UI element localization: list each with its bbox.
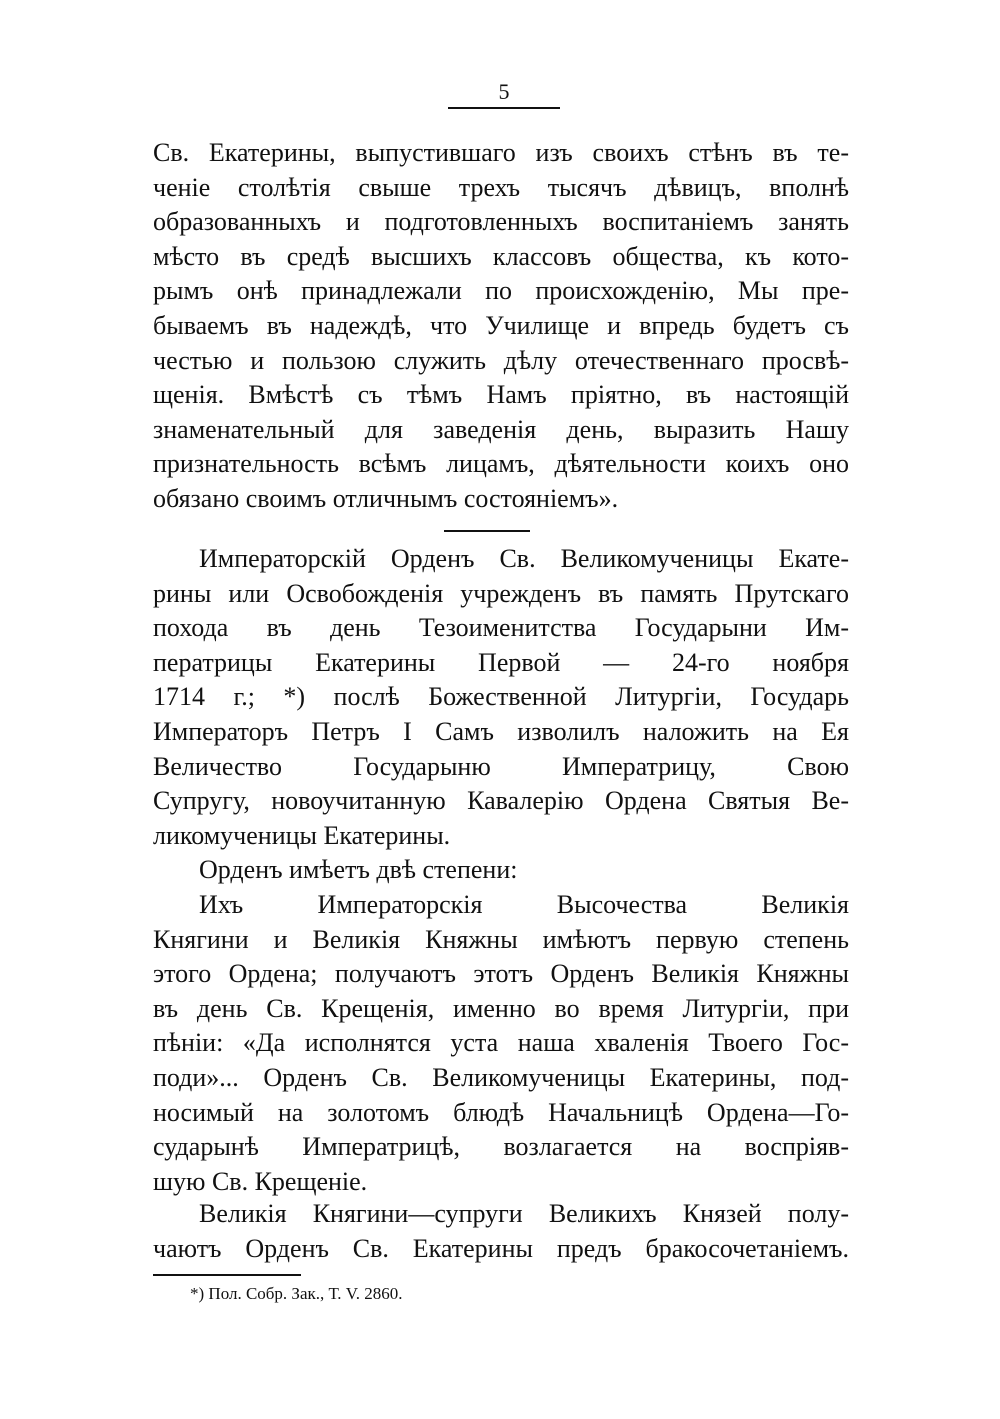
- text-line: Императорскій Орденъ Св. Великомученицы Екате-: [199, 544, 849, 573]
- text-line: ператрицы Екатерины Первой — 24-го ноября: [153, 647, 849, 677]
- text-line: сударынѣ Императрицѣ, возлагается на воспріяв-: [153, 1132, 849, 1162]
- text-line: чаютъ Орденъ Св. Екатерины предъ бракосочетаніемъ.: [153, 1233, 849, 1263]
- text-line: этого Ордена; получаютъ этотъ Орденъ Великія Княжны: [153, 959, 849, 989]
- paragraph-5: [153, 1197, 849, 1266]
- paragraph-2: [153, 542, 849, 853]
- text-line: обязано своимъ отличнымъ состояніемъ».: [153, 483, 619, 513]
- text-line: Великія Княгини—супруги Великихъ Князей полу-: [199, 1199, 849, 1228]
- text-line: знаменательный для заведенія день, выразить Нашу: [153, 414, 849, 444]
- text-line: похода въ день Тезоименитства Государыни Им-: [153, 613, 849, 643]
- paragraph-1: [153, 136, 849, 517]
- text-line: образованныхъ и подготовленныхъ воспитаніемъ занять: [153, 207, 849, 237]
- text-line: Орденъ имѣетъ двѣ степени:: [199, 855, 518, 884]
- text-line: рымъ онѣ принадлежали по происхожденію, Мы пре-: [153, 276, 849, 306]
- text-line: поди»... Орденъ Св. Великомученицы Екатерины, под-: [153, 1062, 849, 1092]
- text-line: носимый на золотомъ блюдѣ Начальницѣ Ордена—Го-: [153, 1097, 849, 1127]
- text-line: Супругу, новоучитанную Кавалерію Ордена Святыя Ве-: [153, 786, 849, 816]
- text-line: 1714 г.; *) послѣ Божественной Литургіи, Государь: [153, 682, 849, 712]
- text-line: пѣніи: «Да исполнятся уста наша хваленія Твоего Гос-: [153, 1028, 849, 1058]
- text-line: бываемъ въ надеждѣ, что Училище и впредь будетъ съ: [153, 310, 849, 340]
- text-line: ликомученицы Екатерины.: [153, 820, 451, 850]
- text-line: мѣсто въ средѣ высшихъ классовъ общества, къ кото-: [153, 241, 849, 271]
- text-line: Ихъ Императорскія Высочества Великія: [199, 890, 849, 919]
- text-line: Величество Государыню Императрицу, Свою: [153, 751, 849, 781]
- text-line: ченіе столѣтія свыше трехъ тысячъ дѣвицъ, вполнѣ: [153, 172, 849, 202]
- text-line: признательность всѣмъ лицамъ, дѣятельности коихъ оно: [153, 449, 849, 479]
- page-number: 5: [498, 79, 510, 104]
- text-line: щенія. Вмѣстѣ съ тѣмъ Намъ пріятно, въ настоящій: [153, 380, 849, 410]
- text-line: рины или Освобожденія учрежденъ въ память Прутскаго: [153, 578, 849, 608]
- footnote: *) Пол. Собр. Зак., Т. V. 2860.: [190, 1284, 403, 1303]
- text-line: честью и пользою служить дѣлу отечественнаго просвѣ-: [153, 345, 849, 375]
- text-line: шую Св. Крещеніе.: [153, 1166, 368, 1196]
- text-line: Императоръ Петръ I Самъ изволилъ наложить на Ея: [153, 716, 849, 746]
- text-line: въ день Св. Крещенія, именно во время Литургіи, при: [153, 993, 849, 1023]
- footnote-divider: [153, 1274, 301, 1276]
- text-line: Св. Екатерины, выпустившаго изъ своихъ стѣнъ въ те-: [153, 138, 849, 167]
- section-divider: [444, 530, 530, 532]
- paragraph-4: [153, 888, 849, 1199]
- text-line: Княгини и Великія Княжны имѣютъ первую степень: [153, 924, 849, 954]
- paragraph-3: [153, 853, 849, 888]
- page-number-underline: [448, 107, 560, 109]
